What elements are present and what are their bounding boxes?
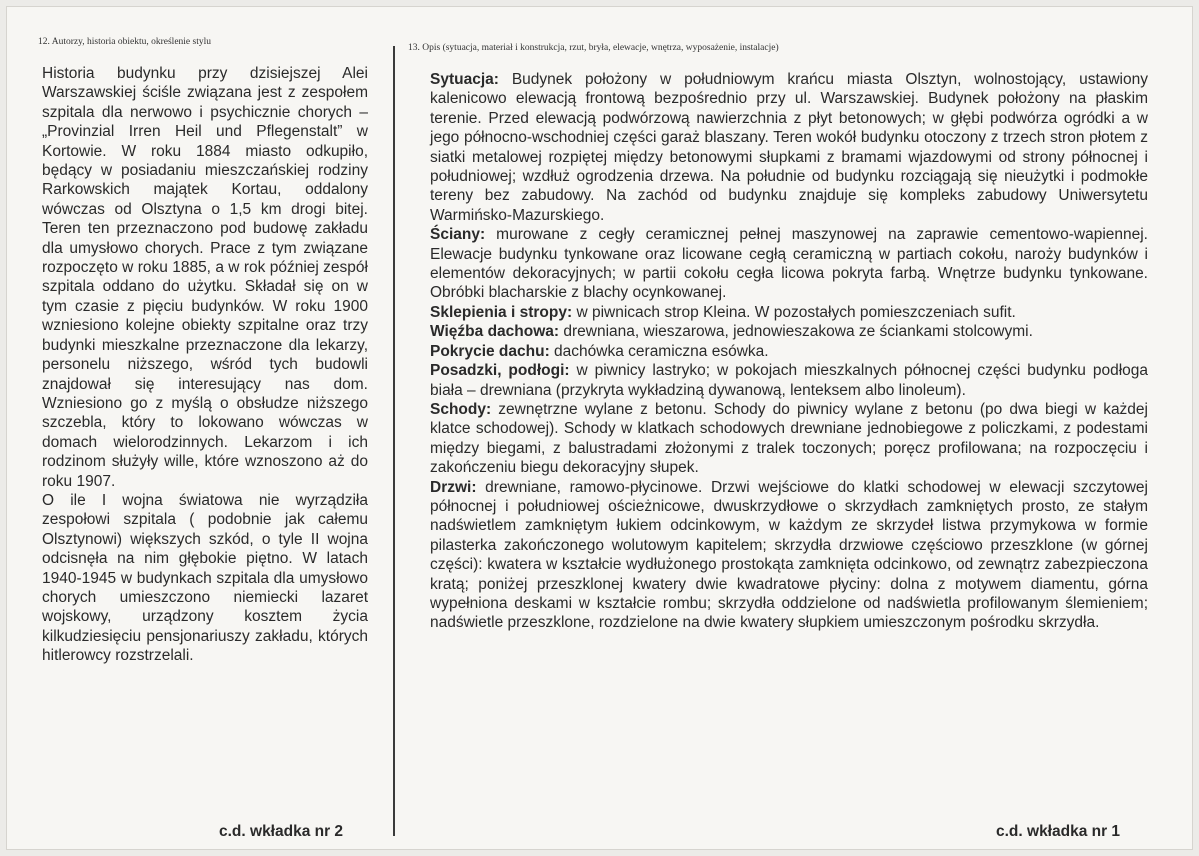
floors-paragraph [430,361,1148,400]
vaults-ceilings-text: w piwnicach strop Kleina. W pozostałych pomieszczeniach sufit. [572,303,1016,321]
doors-label: Drzwi: [430,478,477,496]
section-12-heading: 12. Autorzy, historia obiektu, określenie stylu [38,37,211,47]
stairs-text: zewnętrzne wylane z betonu. Schody do piwnicy wylane z betonu (po dwa biegi w każdej klatce schodowej). Schody w klatkach schodowych drewniane jednobiegowe z policzkami, z podestami między biegami, z balustradami złożonymi z tralek toczonych; poręcz profilowana; na rozpoczęciu i zakończeniu biegu dekoracyjny słupek. [430,400,1148,477]
walls-paragraph [430,225,1148,303]
roof-truss-paragraph [430,322,1148,341]
stairs-label: Schody: [430,400,492,418]
description-text [430,70,1148,633]
roofing-label: Pokrycie dachu: [430,342,550,360]
history-paragraph-2: O ile I wojna światowa nie wyrządziła zespołowi szpitala ( podobnie jak całemu Olsztynowi) większych szkód, o tyle II wojna odcisnęła na nim głębokie piętno. W latach 1940-1945 w budynkach szpitala dla umysłowo chorych umieszczono niemiecki lazaret wojskowy, urządzony kosztem życia kilkudziesięciu pensjonariuszy zakładu, których hitlerowcy rozstrzelali. [42,491,368,665]
column-divider [393,46,395,836]
walls-text: murowane z cegły ceramicznej pełnej maszynowej na zaprawie cementowo-wapiennej. Elewacje budynku tynkowane oraz licowane cegłą ceramiczną w partiach cokołu, naroży budynków i elementów dekoracyjnych; w partii cokołu cegła licowa pokryta farbą. Wnętrze budynku tynkowane. Obróbki blacharskie z blachy ocynkowanej. [430,226,1148,302]
right-column [408,43,1148,843]
roof-truss-label: Więźba dachowa: [430,323,560,341]
roof-truss-text: drewniana, wieszarowa, jednowieszakowa ze ściankami stolcowymi. [559,323,1033,341]
floors-label: Posadzki, podłogi: [430,362,570,380]
section-13-heading: 13. Opis (sytuacja, materiał i konstrukcja, rzut, bryła, elewacje, wnętrza, wyposażenie, instalacje) [408,43,779,53]
left-column [32,37,368,847]
vaults-ceilings-paragraph [430,303,1148,322]
doors-text: drewniane, ramowo-płycinowe. Drzwi wejściowe do klatki schodowej w elewacji szczytowej północnej i południowej ościeżnicowe, dwuskrzydłowe o skrzydłach zamkniętych prosto, ze stałym nadświetlem zamkniętym łukiem odcinkowym, w każdym ze skrzydeł listwa przymykowa w formie pilasterka zakończonego wolutowym kapitelem; skrzydła drzwiowe częściowo przeszklone (w górnej części): kwatera w kształcie wydłużonego prostokąta zamknięta odcinkowo, od zewnątrz zabezpieczona kratą; poniżej przeszklonej kwatery dwie kwadratowe płyciny: dolna z motywem diamentu, górna wypełniona deskami w kształcie rombu; skrzydła oddzielone od nadświetla profilowanym ślemieniem; nadświetle przeszklone, rozdzielone na dwie kwatery słupkiem umieszczonym pośrodku skrzydła. [430,478,1148,632]
situation-text: Budynek położony w południowym krańcu miasta Olsztyn, wolnostojący, ustawiony kalenicowo elewacją frontową bezpośrednio przy ul. Warszawskiej. Budynek położony na płaskim terenie. Przed elewacją podwórzową nawierzchnia z płyt betonowych; w głębi podwórza ogródki a w jego północno-wschodniej części garaż blaszany. Teren wokół budynku otoczony z trzech stron płotem z siatki metalowej rozpiętej między betonowymi słupkami z bramami wjazdowymi od strony północnej i południowej; wzdłuż ogrodzenia drzewa. Na południe od budynku rozciągają się nieużytki i podmokłe tereny bez zabudowy. Na zachód od budynku znajduje się kompleks zabudowy Uniwersytetu Warmińsko-Mazurskiego. [430,71,1148,224]
walls-label: Ściany: [430,226,486,244]
continued-insert-2: c.d. wkładka nr 2 [219,823,344,840]
document-card [6,6,1193,850]
history-text [42,64,368,666]
roofing-paragraph [430,342,1148,361]
situation-label: Sytuacja: [430,71,499,88]
roofing-text: dachówka ceramiczna esówka. [549,342,769,360]
floors-text: w piwnicy lastryko; w pokojach mieszkalnych północnej części budynku podłoga biała – drewniana (przykryta wykładziną dywanową, lenteksem albo linoleum). [430,362,1149,399]
situation-paragraph [430,70,1148,225]
vaults-ceilings-label: Sklepienia i stropy: [430,303,573,321]
stairs-paragraph [430,400,1148,478]
history-paragraph-1: Historia budynku przy dzisiejszej Alei Warszawskiej ściśle związana jest z zespołem szpitala dla nerwowo i psychicznie chorych – „Provinzial Irren Heil und Pflegenstalt” w Kortowie. W roku 1884 miasto odkupiło, będący w posiadaniu mieszczańskiej rodziny Rarkowskich majątek Kortau, oddalony wówczas od Olsztyna o 1,5 km drogi bitej. Teren ten przeznaczono pod budowę zakładu dla umysłowo chorych. Prace z tym związane rozpoczęto w roku 1885, a w rok później zespół szpitala oddano do użytku. Składał się on w tym czasie z pięciu budynków. W roku 1900 wzniesiono kolejne obiekty szpitalne oraz trzy budynki mieszkalne przeznaczone dla lekarzy, personelu niższego, wśród tych budowli znajdował się interesujący nas dom. Wzniesiono go z myślą o obsłudze niższego szczebla, który to lokowano wówczas w domach wielorodzinnych. Lekarzom i ich rodzinom służyły wille, które wznoszono aż do roku 1907. [42,65,368,490]
doors-paragraph [430,478,1148,633]
continued-insert-1: c.d. wkładka nr 1 [996,823,1121,840]
